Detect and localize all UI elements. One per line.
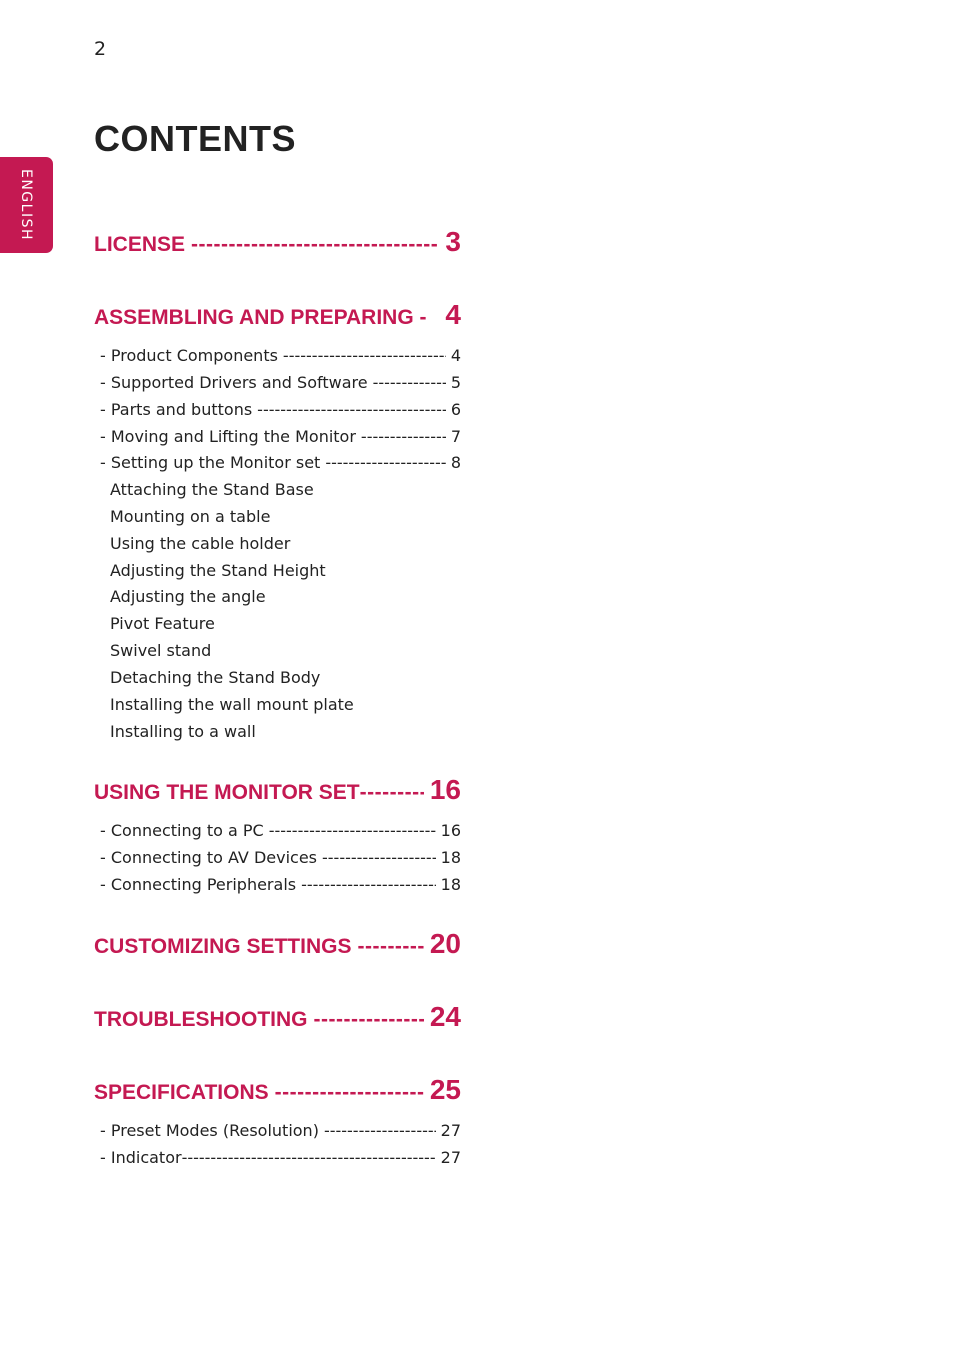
toc-entry-label: - Preset Modes (Resolution) — [100, 1121, 319, 1140]
toc-section-label: CUSTOMIZING SETTINGS — [94, 935, 352, 958]
toc-section-page: 24 — [429, 1001, 461, 1032]
toc-section-label: LICENSE — [94, 233, 186, 256]
toc-section-page: 25 — [429, 1074, 461, 1105]
toc-entry-page: 6 — [450, 400, 461, 419]
dot-leader — [373, 373, 446, 392]
dot-leader — [275, 1081, 424, 1105]
toc-entry[interactable] — [100, 875, 461, 897]
toc-entry-page: 4 — [450, 346, 461, 365]
toc-section-page: 16 — [429, 774, 461, 805]
toc-entry-page: 5 — [450, 373, 461, 392]
toc-entry-label: - Parts and buttons — [100, 400, 253, 419]
toc-entry-label: - Indicator — [100, 1148, 182, 1167]
toc-entry-label: - Supported Drivers and Software — [100, 373, 368, 392]
toc-section-specifications[interactable] — [94, 1074, 461, 1108]
toc-entry-page: 27 — [440, 1121, 461, 1140]
language-tab — [0, 157, 53, 253]
toc-entry[interactable] — [100, 373, 461, 395]
toc-subitem[interactable]: Installing the wall mount plate — [110, 695, 354, 714]
toc-subitem[interactable]: Swivel stand — [110, 641, 212, 660]
toc-entry[interactable] — [100, 848, 461, 870]
toc-entry[interactable] — [100, 1121, 461, 1143]
toc-section-customizing[interactable] — [94, 928, 461, 962]
toc-entry-page: 16 — [440, 821, 461, 840]
toc-entry[interactable] — [100, 821, 461, 843]
toc-subitem[interactable]: Attaching the Stand Base — [110, 480, 314, 499]
dot-leader — [324, 1121, 436, 1140]
toc-section-label: SPECIFICATIONS — [94, 1081, 269, 1104]
dot-leader — [283, 346, 446, 365]
toc-entry-label: - Connecting Peripherals — [100, 875, 297, 894]
toc-entry[interactable] — [100, 400, 461, 422]
toc-entry-page: 18 — [440, 875, 461, 894]
toc-entry-label: - Connecting to a PC — [100, 821, 264, 840]
toc-section-troubleshooting[interactable] — [94, 1001, 461, 1035]
toc-section-label: USING THE MONITOR SET — [94, 781, 360, 804]
toc-entry-label: - Product Components — [100, 346, 278, 365]
toc-section-using[interactable] — [94, 774, 461, 808]
dot-leader — [360, 781, 424, 805]
toc-section-page: 4 — [445, 299, 461, 330]
toc-entry[interactable] — [100, 1148, 461, 1170]
toc-entry-label: - Moving and Lifting the Monitor — [100, 427, 356, 446]
dot-leader — [325, 453, 445, 472]
dot-leader — [301, 875, 436, 894]
toc-subitem[interactable]: Adjusting the Stand Height — [110, 561, 326, 580]
toc-subitem[interactable]: Mounting on a table — [110, 507, 271, 526]
dot-leader — [191, 233, 439, 257]
page-title: CONTENTS — [94, 118, 296, 159]
dot-leader — [361, 427, 446, 446]
toc-section-label: TROUBLESHOOTING — [94, 1008, 308, 1031]
toc-section-page: 3 — [445, 226, 461, 257]
toc-entry-page: 7 — [450, 427, 461, 446]
dot-leader — [182, 1148, 436, 1167]
toc-subitem[interactable]: Installing to a wall — [110, 722, 256, 741]
toc-subitem[interactable]: Detaching the Stand Body — [110, 668, 321, 687]
toc-section-label: ASSEMBLING AND PREPARING - — [94, 306, 427, 329]
toc-section-assembling[interactable] — [94, 299, 461, 333]
dot-leader — [322, 848, 436, 867]
language-tab-label: ENGLISH — [18, 168, 34, 242]
toc-entry[interactable] — [100, 453, 461, 475]
page-number: 2 — [94, 38, 107, 60]
toc-subitem[interactable]: Adjusting the angle — [110, 587, 266, 606]
toc-entry[interactable] — [100, 346, 461, 368]
toc-entry[interactable] — [100, 427, 461, 449]
toc-entry-page: 18 — [440, 848, 461, 867]
toc-entry-label: - Connecting to AV Devices — [100, 848, 317, 867]
toc-subitem[interactable]: Using the cable holder — [110, 534, 291, 553]
dot-leader — [357, 935, 423, 959]
dot-leader — [314, 1008, 424, 1032]
dot-leader — [269, 821, 436, 840]
toc-subitem[interactable]: Pivot Feature — [110, 614, 215, 633]
toc-entry-page: 27 — [440, 1148, 461, 1167]
toc-section-license[interactable] — [94, 226, 461, 260]
dot-leader — [257, 400, 446, 419]
toc-entry-label: - Setting up the Monitor set — [100, 453, 321, 472]
toc-section-page: 20 — [429, 928, 461, 959]
toc-entry-page: 8 — [450, 453, 461, 472]
